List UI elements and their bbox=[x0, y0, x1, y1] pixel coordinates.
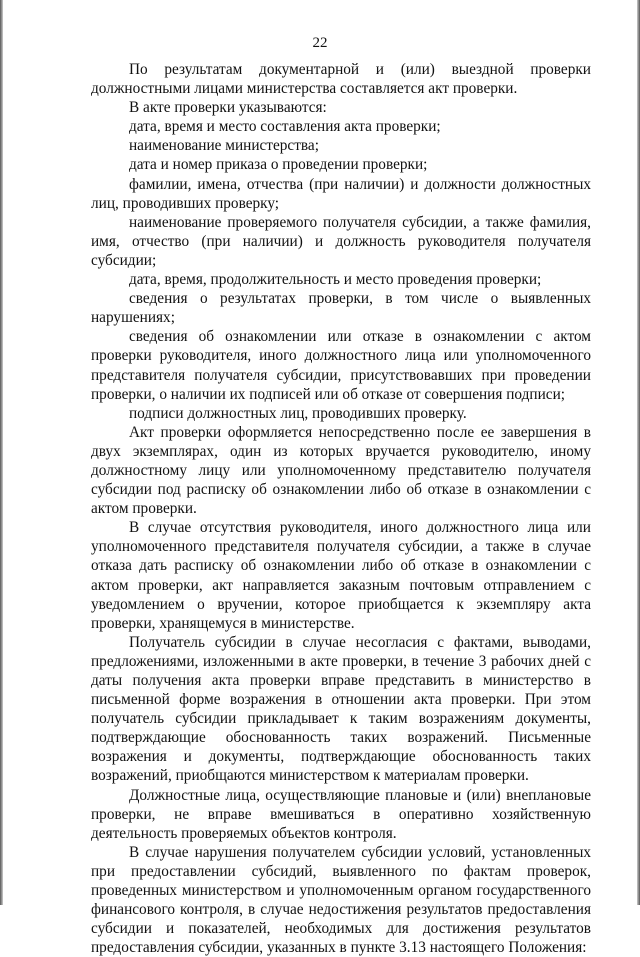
list-item: дата, время, продолжительность и место проведения проверки; bbox=[129, 271, 542, 289]
list-item: сведения о результатах проверки, в том числе о выявленных нарушениях; bbox=[91, 290, 591, 327]
scan-edge-left bbox=[0, 0, 3, 905]
list-item: наименование проверяемого получателя субсидии, а также фамилия, имя, отчество (при наличии) и должность руководителя получателя субсидии; bbox=[91, 213, 591, 269]
list-item: сведения об ознакомлении или отказе в ознакомлении с актом проверки руководителя, иного должностного лица или уполномоченного представителя получателя субсидии, присутствовавших при проведении проверки, о наличии их подписей или об отказе от совершения подписи; bbox=[91, 328, 591, 403]
paragraph: Должностные лица, осуществляющие плановые и (или) внеплановые проверки, не вправе вмешиваться в оперативно хозяйственную деятельность проверяемых объектов контроля. bbox=[91, 786, 591, 842]
list-item: дата и номер приказа о проведении проверки; bbox=[129, 156, 428, 174]
page-number: 22 bbox=[312, 35, 328, 51]
paragraph: Получатель субсидии в случае несогласия с фактами, выводами, предложениями, изложенными в акте проверки, в течение 3 рабочих дней с даты получения акта проверки вправе представить в министерство в письменной форме возражения в отношении акта проверки. При этом получатель субсидии прикладывает к таким возражениям документы, подтверждающие обоснованность таких возражений. Письменные возражения и документы, подтверждающие обоснованность таких возражений, приобщаются министерством к материалам проверки. bbox=[91, 633, 591, 785]
paragraph: В акте проверки указываются: bbox=[129, 99, 327, 117]
list-item: наименование министерства; bbox=[129, 137, 319, 155]
paragraph: В случае отсутствия руководителя, иного должностного лица или уполномоченного представителя получателя субсидии, а также в случае отказа дать расписку об ознакомлении либо об отказе в ознакомлении с актом проверки, акт направляется заказным почтовым отправлением с уведомлением о вручении, которое приобщается к экземпляру акта проверки, хранящемуся в министерстве. bbox=[91, 519, 591, 632]
paragraph: Акт проверки оформляется непосредственно после ее завершения в двух экземплярах, один из которых вручается руководителю, иному должностному лицу или уполномоченному представителю получателя субсидии под расписку об ознакомлении либо об отказе в ознакомлении с актом проверки. bbox=[91, 423, 591, 518]
list-item: фамилии, имена, отчества (при наличии) и должности должностных лиц, проводивших проверку; bbox=[91, 175, 591, 212]
list-item: дата, время и место составления акта проверки; bbox=[129, 118, 441, 136]
paragraph: В случае нарушения получателем субсидии условий, установленных при предоставлении субсидий, выявленного по фактам проверок, проведенных министерством и уполномоченным органом государственного финансового контроля, в случае недостижения результатов предоставления субсидии и показателей, необходимых для достижения результатов предоставления субсидии, указанных в пункте 3.13 настоящего Положения: bbox=[91, 843, 591, 957]
document-body bbox=[91, 60, 591, 957]
paragraph: По результатам документарной и (или) выездной проверки должностными лицами министерства составляется акт проверки. bbox=[91, 61, 591, 98]
list-item: подписи должностных лиц, проводивших проверку. bbox=[129, 404, 467, 422]
